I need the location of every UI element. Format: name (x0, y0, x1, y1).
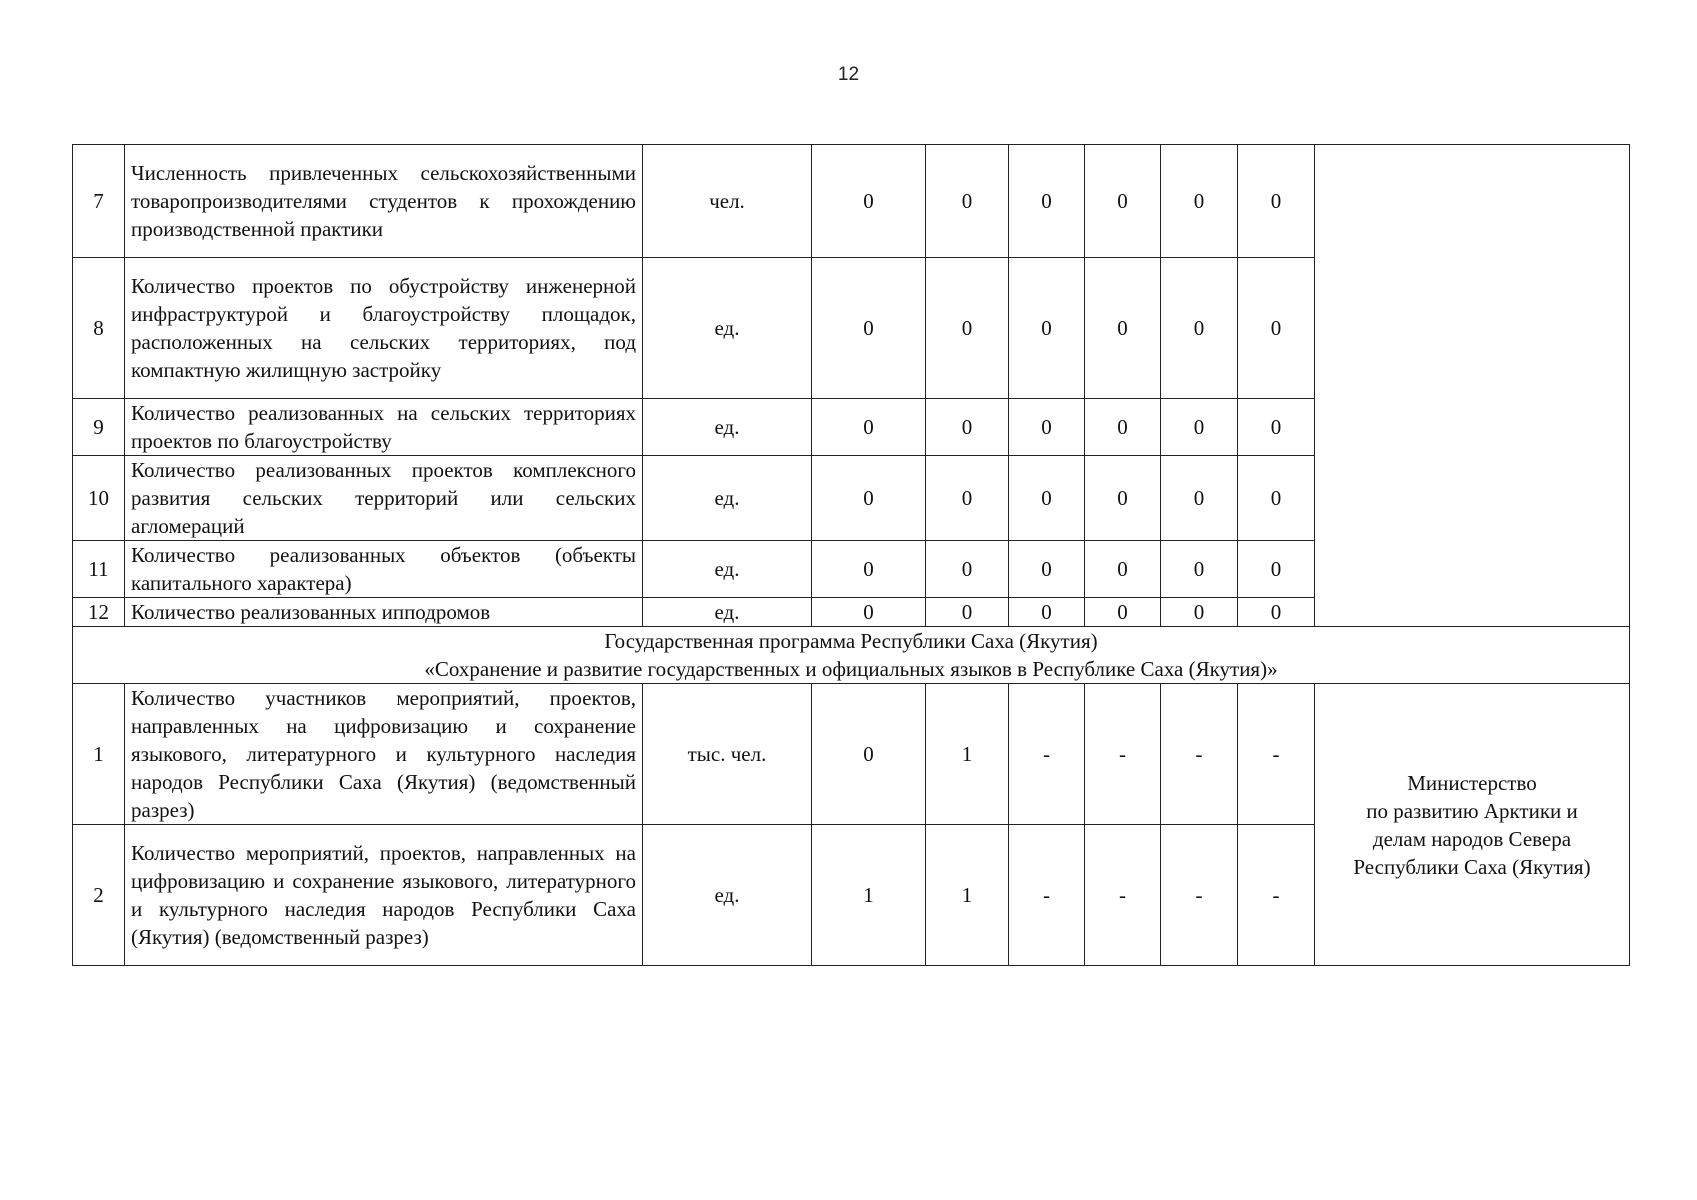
value-cell: 0 (926, 598, 1009, 627)
value-cell: 0 (812, 684, 926, 825)
row-number: 12 (73, 598, 125, 627)
value-cell: 0 (1009, 145, 1085, 258)
value-cell: 0 (1238, 399, 1315, 456)
row-number: 9 (73, 399, 125, 456)
unit-cell: чел. (643, 145, 812, 258)
value-cell: 0 (812, 541, 926, 598)
unit-cell: ед. (643, 598, 812, 627)
program-title-line-2: «Сохранение и развитие государственных и официальных языков в Республике Саха (Якутия)» (424, 657, 1278, 681)
value-cell: - (1238, 825, 1315, 966)
table-row (73, 684, 1630, 825)
responsible-cell-empty (1315, 145, 1630, 627)
ministry-name-line: Министерство (1407, 770, 1537, 795)
row-number: 11 (73, 541, 125, 598)
value-cell: - (1161, 825, 1238, 966)
value-cell: 0 (812, 399, 926, 456)
value-cell: 0 (1238, 145, 1315, 258)
unit-cell: ед. (643, 456, 812, 541)
value-cell: - (1161, 684, 1238, 825)
value-cell: 0 (1085, 598, 1161, 627)
value-cell: 0 (1085, 541, 1161, 598)
value-cell: 1 (926, 684, 1009, 825)
value-cell: 0 (1009, 258, 1085, 399)
value-cell: - (1238, 684, 1315, 825)
value-cell: 0 (1009, 541, 1085, 598)
value-cell: 0 (1238, 598, 1315, 627)
value-cell: 0 (926, 456, 1009, 541)
value-cell: 0 (1161, 258, 1238, 399)
value-cell: 0 (1161, 145, 1238, 258)
value-cell: - (1085, 684, 1161, 825)
value-cell: 0 (1238, 541, 1315, 598)
value-cell: 0 (812, 258, 926, 399)
row-number: 2 (73, 825, 125, 966)
unit-cell: ед. (643, 541, 812, 598)
row-number: 7 (73, 145, 125, 258)
indicator-name: Количество проектов по обустройству инженерной инфраструктурой и благоустройству площадок, расположенных на сельских территориях, под компактную жилищную застройку (125, 258, 643, 399)
value-cell: 0 (1009, 598, 1085, 627)
indicator-name: Количество реализованных объектов (объекты капитального характера) (125, 541, 643, 598)
value-cell: 0 (1085, 399, 1161, 456)
value-cell: 0 (926, 399, 1009, 456)
indicator-name: Количество мероприятий, проектов, направленных на цифровизацию и сохранение языкового, литературного и культурного наследия народов Республики Саха (Якутия) (ведомственный разрез) (125, 825, 643, 966)
table-row (73, 145, 1630, 258)
value-cell: - (1085, 825, 1161, 966)
value-cell: 0 (1161, 598, 1238, 627)
program-title-line-1: Государственная программа Республики Саха (Якутия) (604, 629, 1098, 653)
program-title (73, 627, 1630, 684)
indicators-table (72, 144, 1630, 966)
responsible-ministry (1315, 684, 1630, 966)
ministry-name-line: Республики Саха (Якутия) (1353, 854, 1591, 879)
value-cell: 0 (1238, 456, 1315, 541)
row-number: 1 (73, 684, 125, 825)
unit-cell: ед. (643, 399, 812, 456)
row-number: 8 (73, 258, 125, 399)
value-cell: 1 (926, 825, 1009, 966)
value-cell: 0 (926, 541, 1009, 598)
value-cell: - (1009, 684, 1085, 825)
value-cell: 0 (926, 145, 1009, 258)
value-cell: 0 (1238, 258, 1315, 399)
value-cell: 0 (1085, 456, 1161, 541)
value-cell: 0 (1161, 456, 1238, 541)
value-cell: 0 (1085, 258, 1161, 399)
value-cell: 1 (812, 825, 926, 966)
value-cell: 0 (812, 456, 926, 541)
value-cell: 0 (1009, 456, 1085, 541)
page-number: 12 (837, 64, 860, 85)
indicator-name: Количество реализованных ипподромов (125, 598, 643, 627)
value-cell: - (1009, 825, 1085, 966)
unit-cell: ед. (643, 825, 812, 966)
indicator-name: Численность привлеченных сельскохозяйственными товаропроизводителями студентов к прохождению производственной практики (125, 145, 643, 258)
value-cell: 0 (812, 145, 926, 258)
ministry-name-line: по развитию Арктики и (1366, 798, 1578, 823)
value-cell: 0 (1161, 541, 1238, 598)
value-cell: 0 (926, 258, 1009, 399)
value-cell: 0 (812, 598, 926, 627)
value-cell: 0 (1009, 399, 1085, 456)
value-cell: 0 (1161, 399, 1238, 456)
section-header-row (73, 627, 1630, 684)
unit-cell: ед. (643, 258, 812, 399)
unit-cell: тыс. чел. (643, 684, 812, 825)
indicator-name: Количество реализованных проектов комплексного развития сельских территорий или сельских агломераций (125, 456, 643, 541)
indicator-name: Количество реализованных на сельских территориях проектов по благоустройству (125, 399, 643, 456)
value-cell: 0 (1085, 145, 1161, 258)
ministry-name-line: делам народов Севера (1372, 826, 1572, 851)
row-number: 10 (73, 456, 125, 541)
indicator-name: Количество участников мероприятий, проектов, направленных на цифровизацию и сохранение языкового, литературного и культурного наследия народов Республики Саха (Якутия) (ведомственный разрез) (125, 684, 643, 825)
